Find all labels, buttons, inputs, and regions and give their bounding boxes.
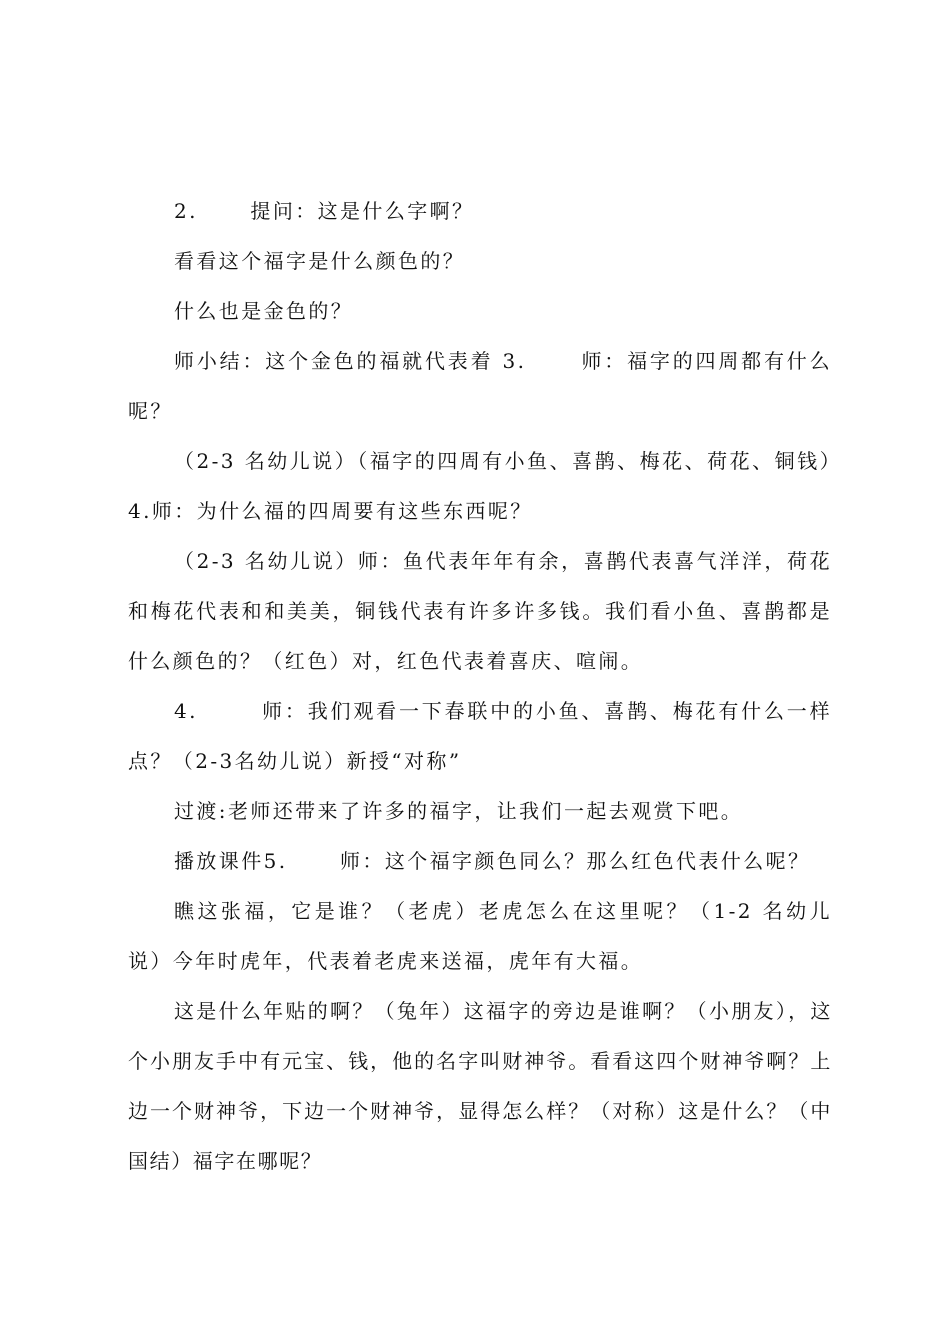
paragraph-2: 看看这个福字是什么颜色的？ <box>174 249 466 273</box>
document-body <box>128 186 832 1186</box>
paragraph-4: 师小结：这个金色的福就代表着 3. 师：福字的四周都有什么呢？ <box>128 349 832 423</box>
paragraph-6: （2-3 名幼儿说）师：鱼代表年年有余，喜鹊代表喜气洋洋，荷花和梅花代表和和美美，铜钱代表有许多许多钱。我们看小鱼、喜鹊都是什么颜色的？（红色）对，红色代表着喜庆、喧闹。 <box>128 549 832 673</box>
paragraph-10: 瞧这张福，它是谁？（老虎）老虎怎么在这里呢？（1-2 名幼儿说）今年时虎年，代表着老虎来送福，虎年有大福。 <box>128 899 832 973</box>
paragraph-5: （2-3 名幼儿说）（福字的四周有小鱼、喜鹊、梅花、荷花、铜钱）4.师：为什么福的四周要有这些东西呢？ <box>128 449 832 523</box>
paragraph-1: 2. 提问：这是什么字啊？ <box>174 199 475 223</box>
paragraph-7: 4. 师：我们观看一下春联中的小鱼、喜鹊、梅花有什么一样点？（2-3名幼儿说）新授“对称” <box>128 699 832 773</box>
paragraph-9: 播放课件5. 师：这个福字颜色同么？那么红色代表什么呢？ <box>174 849 811 873</box>
paragraph-3: 什么也是金色的？ <box>174 299 354 323</box>
paragraph-11: 这是什么年贴的啊？（兔年）这福字的旁边是谁啊？（小朋友），这个小朋友手中有元宝、钱，他的名字叫财神爷。看看这四个财神爷啊？上边一个财神爷，下边一个财神爷，显得怎么样？（对称）这是什么？（中国结）福字在哪呢？ <box>128 999 832 1173</box>
paragraph-8: 过渡:老师还带来了许多的福字，让我们一起去观赏下吧。 <box>174 799 744 823</box>
